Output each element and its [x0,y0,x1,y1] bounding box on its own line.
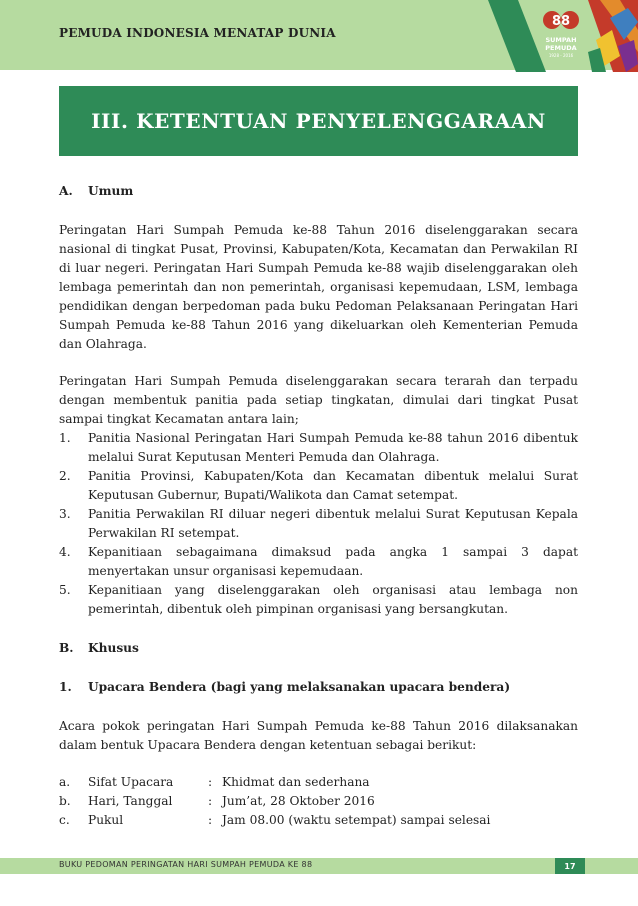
spec-letter: c. [59,813,70,827]
page-number: 17 [555,858,585,874]
spec-row [59,792,578,811]
logo-line1: SUMPAH [545,36,577,44]
section-a-title: Umum [88,184,134,198]
spec-value: Jam 08.00 (waktu setempat) sampai selesai [222,813,491,827]
list-item [59,429,578,467]
list-item-text: Panitia Perwakilan RI diluar negeri dibentuk melalui Surat Keputusan Kepala Perwakilan RI setempat. [88,507,578,540]
subsection-1-heading [59,678,578,697]
list-item [59,581,578,619]
spec-row [59,811,578,830]
section-b-heading [59,639,578,658]
list-item-number: 2. [59,469,71,483]
section-b-title: Khusus [88,641,139,655]
spec-letter: b. [59,794,71,808]
spec-letter: a. [59,775,71,789]
spec-separator: : [208,813,213,827]
spec-value: Khidmat dan sederhana [222,775,370,789]
list-item-number: 4. [59,545,71,559]
sumpah-pemuda-88-logo [543,11,579,58]
section-a-paragraph-1: Peringatan Hari Sumpah Pemuda ke-88 Tahun 2016 diselenggarakan secara nasional di tingkat Pusat, Provinsi, Kabupaten/Kota, Kecamatan dan Perwakilan RI di luar negeri. Peringatan Hari Sumpah Pemuda ke-88 wajib diselenggarakan oleh lembaga pemerintah dan non pemerintah, organisasi kepemudaan, LSM, lembaga pendidikan dengan berpedoman pada buku Pedoman Pelaksanaan Peringatan Hari Sumpah Pemuda ke-88 Tahun 2016 yang dikeluarkan oleh Kementerian Pemuda dan Olahraga. [59,223,578,351]
spec-key: Pukul [88,813,124,827]
subsection-1-title: Upacara Bendera (bagi yang melaksanakan upacara bendera) [88,680,511,694]
logo-number: 88 [551,14,571,29]
committee-list [59,429,578,619]
footer-title: BUKU PEDOMAN PERINGATAN HARI SUMPAH PEMUDA KE 88 [59,860,313,869]
spec-key: Hari, Tanggal [88,794,173,808]
subsection-1-label: 1. [59,680,72,694]
chapter-title: III. KETENTUAN PENYELENGGARAAN [91,109,546,133]
section-a-paragraph-2: Peringatan Hari Sumpah Pemuda diselenggarakan secara terarah dan terpadu dengan membentuk panitia pada setiap tingkatan, dimulai dari tingkat Pusat sampai tingkat Kecamatan antara lain; [59,374,578,426]
list-item-text: Kepanitiaan yang diselenggarakan oleh organisasi atau lembaga non pemerintah, dibentuk oleh pimpinan organisasi yang bersangkutan. [88,583,578,616]
spec-separator: : [208,794,213,808]
spec-value: Jum’at, 28 Oktober 2016 [222,794,375,808]
list-item [59,543,578,581]
section-a-label: A. [59,184,73,198]
list-item-number: 1. [59,431,71,445]
section-b-paragraph: Acara pokok peringatan Hari Sumpah Pemuda ke-88 Tahun 2016 dilaksanakan dalam bentuk Upacara Bendera dengan ketentuan sebagai berikut: [59,719,578,752]
list-item-text: Panitia Nasional Peringatan Hari Sumpah Pemuda ke-88 tahun 2016 dibentuk melalui Surat Keputusan Menteri Pemuda dan Olahraga. [88,431,578,464]
section-b-label: B. [59,641,74,655]
chapter-title-bar [59,86,578,156]
logo-line2: PEMUDA [545,44,577,52]
corner-decoration [488,0,638,72]
spec-separator: : [208,775,213,789]
logo-line3: 1928 - 2016 [548,53,574,58]
list-item-number: 5. [59,583,71,597]
spec-key: Sifat Upacara [88,775,174,789]
list-item [59,505,578,543]
list-item-number: 3. [59,507,71,521]
section-a-heading [59,182,578,201]
list-item [59,467,578,505]
running-title: PEMUDA INDONESIA MENATAP DUNIA [59,26,336,40]
list-item-text: Panitia Provinsi, Kabupaten/Kota dan Kecamatan dibentuk melalui Surat Keputusan Gubernur, Bupati/Walikota dan Camat setempat. [88,469,578,502]
page-content [59,182,578,830]
spec-row [59,773,578,792]
list-item-text: Kepanitiaan sebagaimana dimaksud pada angka 1 sampai 3 dapat menyertakan unsur organisasi kepemudaan. [88,545,578,578]
